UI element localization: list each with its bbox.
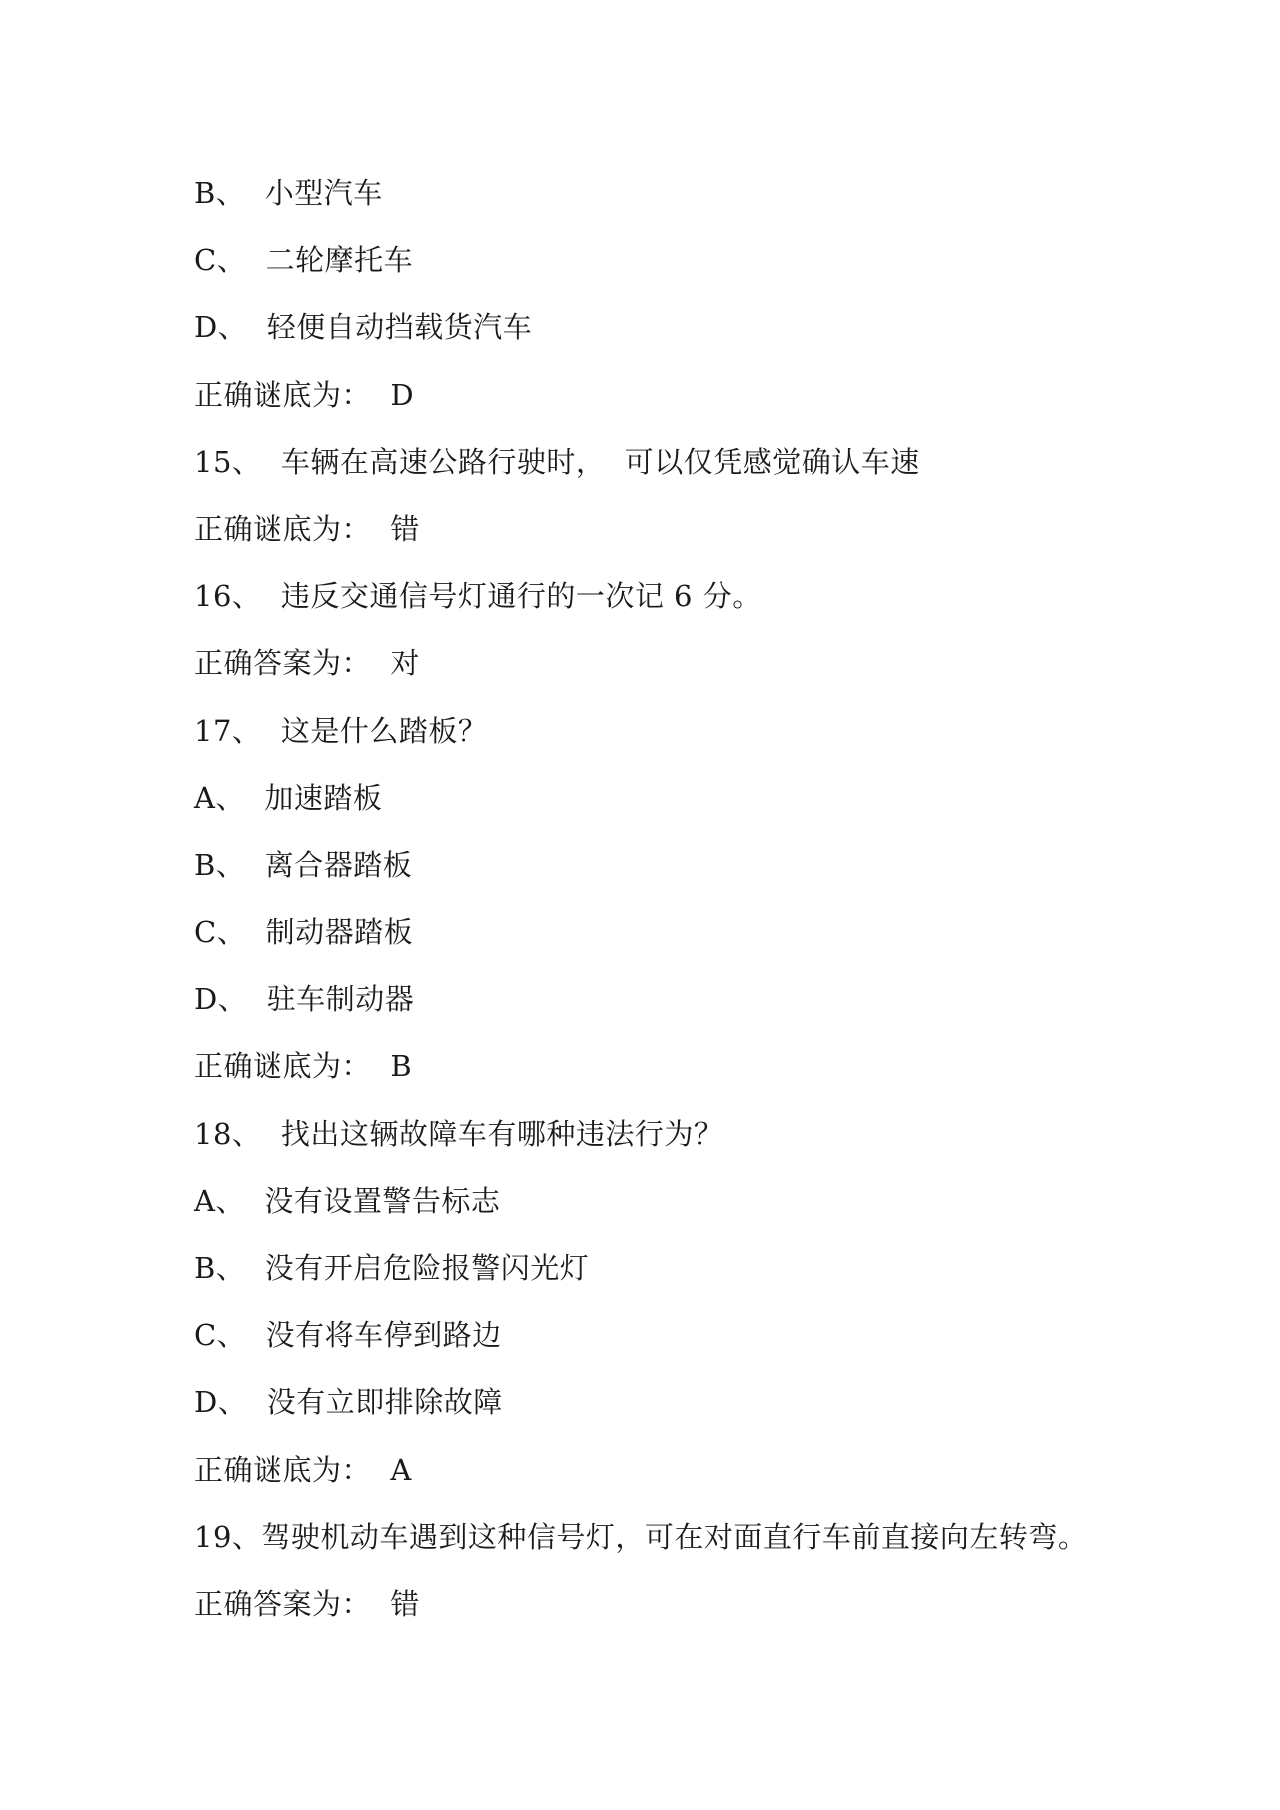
option-d-light-truck: D、 轻便自动挡载货汽车: [194, 310, 533, 345]
answer-16: 正确答案为： 对: [194, 646, 420, 681]
question-15: 15、 车辆在高速公路行驶时， 可以仅凭感觉确认车速: [194, 444, 920, 479]
question-18-option-a: A、 没有设置警告标志: [194, 1183, 501, 1218]
answer-19: 正确答案为： 错: [194, 1586, 420, 1621]
question-19: 19、驾驶机动车遇到这种信号灯，可在对面直行车前直接向左转弯。: [194, 1519, 1088, 1554]
question-17-option-a: A、 加速踏板: [194, 780, 383, 815]
answer-17: 正确谜底为： B: [194, 1049, 413, 1084]
answer-15: 正确谜底为： 错: [194, 511, 420, 546]
question-18-option-b: B、 没有开启危险报警闪光灯: [194, 1251, 590, 1285]
question-18-option-d: D、 没有立即排除故障: [194, 1385, 503, 1420]
option-c-motorcycle: C、 二轮摩托车: [194, 243, 414, 278]
document-body: [194, 160, 1194, 1638]
question-18: 18、 找出这辆故障车有哪种违法行为？: [194, 1116, 724, 1151]
question-17-option-d: D、 驻车制动器: [194, 982, 415, 1017]
question-18-option-c: C、 没有将车停到路边: [194, 1318, 502, 1353]
answer-14: 正确谜底为： D: [194, 377, 415, 412]
question-16: 16、 违反交通信号灯通行的一次记 6 分。: [194, 579, 762, 614]
question-17-option-c: C、 制动器踏板: [194, 915, 414, 950]
option-b-small-car: B、 小型汽车: [194, 176, 383, 210]
question-17: 17、 这是什么踏板？: [194, 713, 488, 748]
question-17-option-b: B、 离合器踏板: [194, 847, 413, 882]
answer-18: 正确谜底为： A: [194, 1452, 412, 1487]
